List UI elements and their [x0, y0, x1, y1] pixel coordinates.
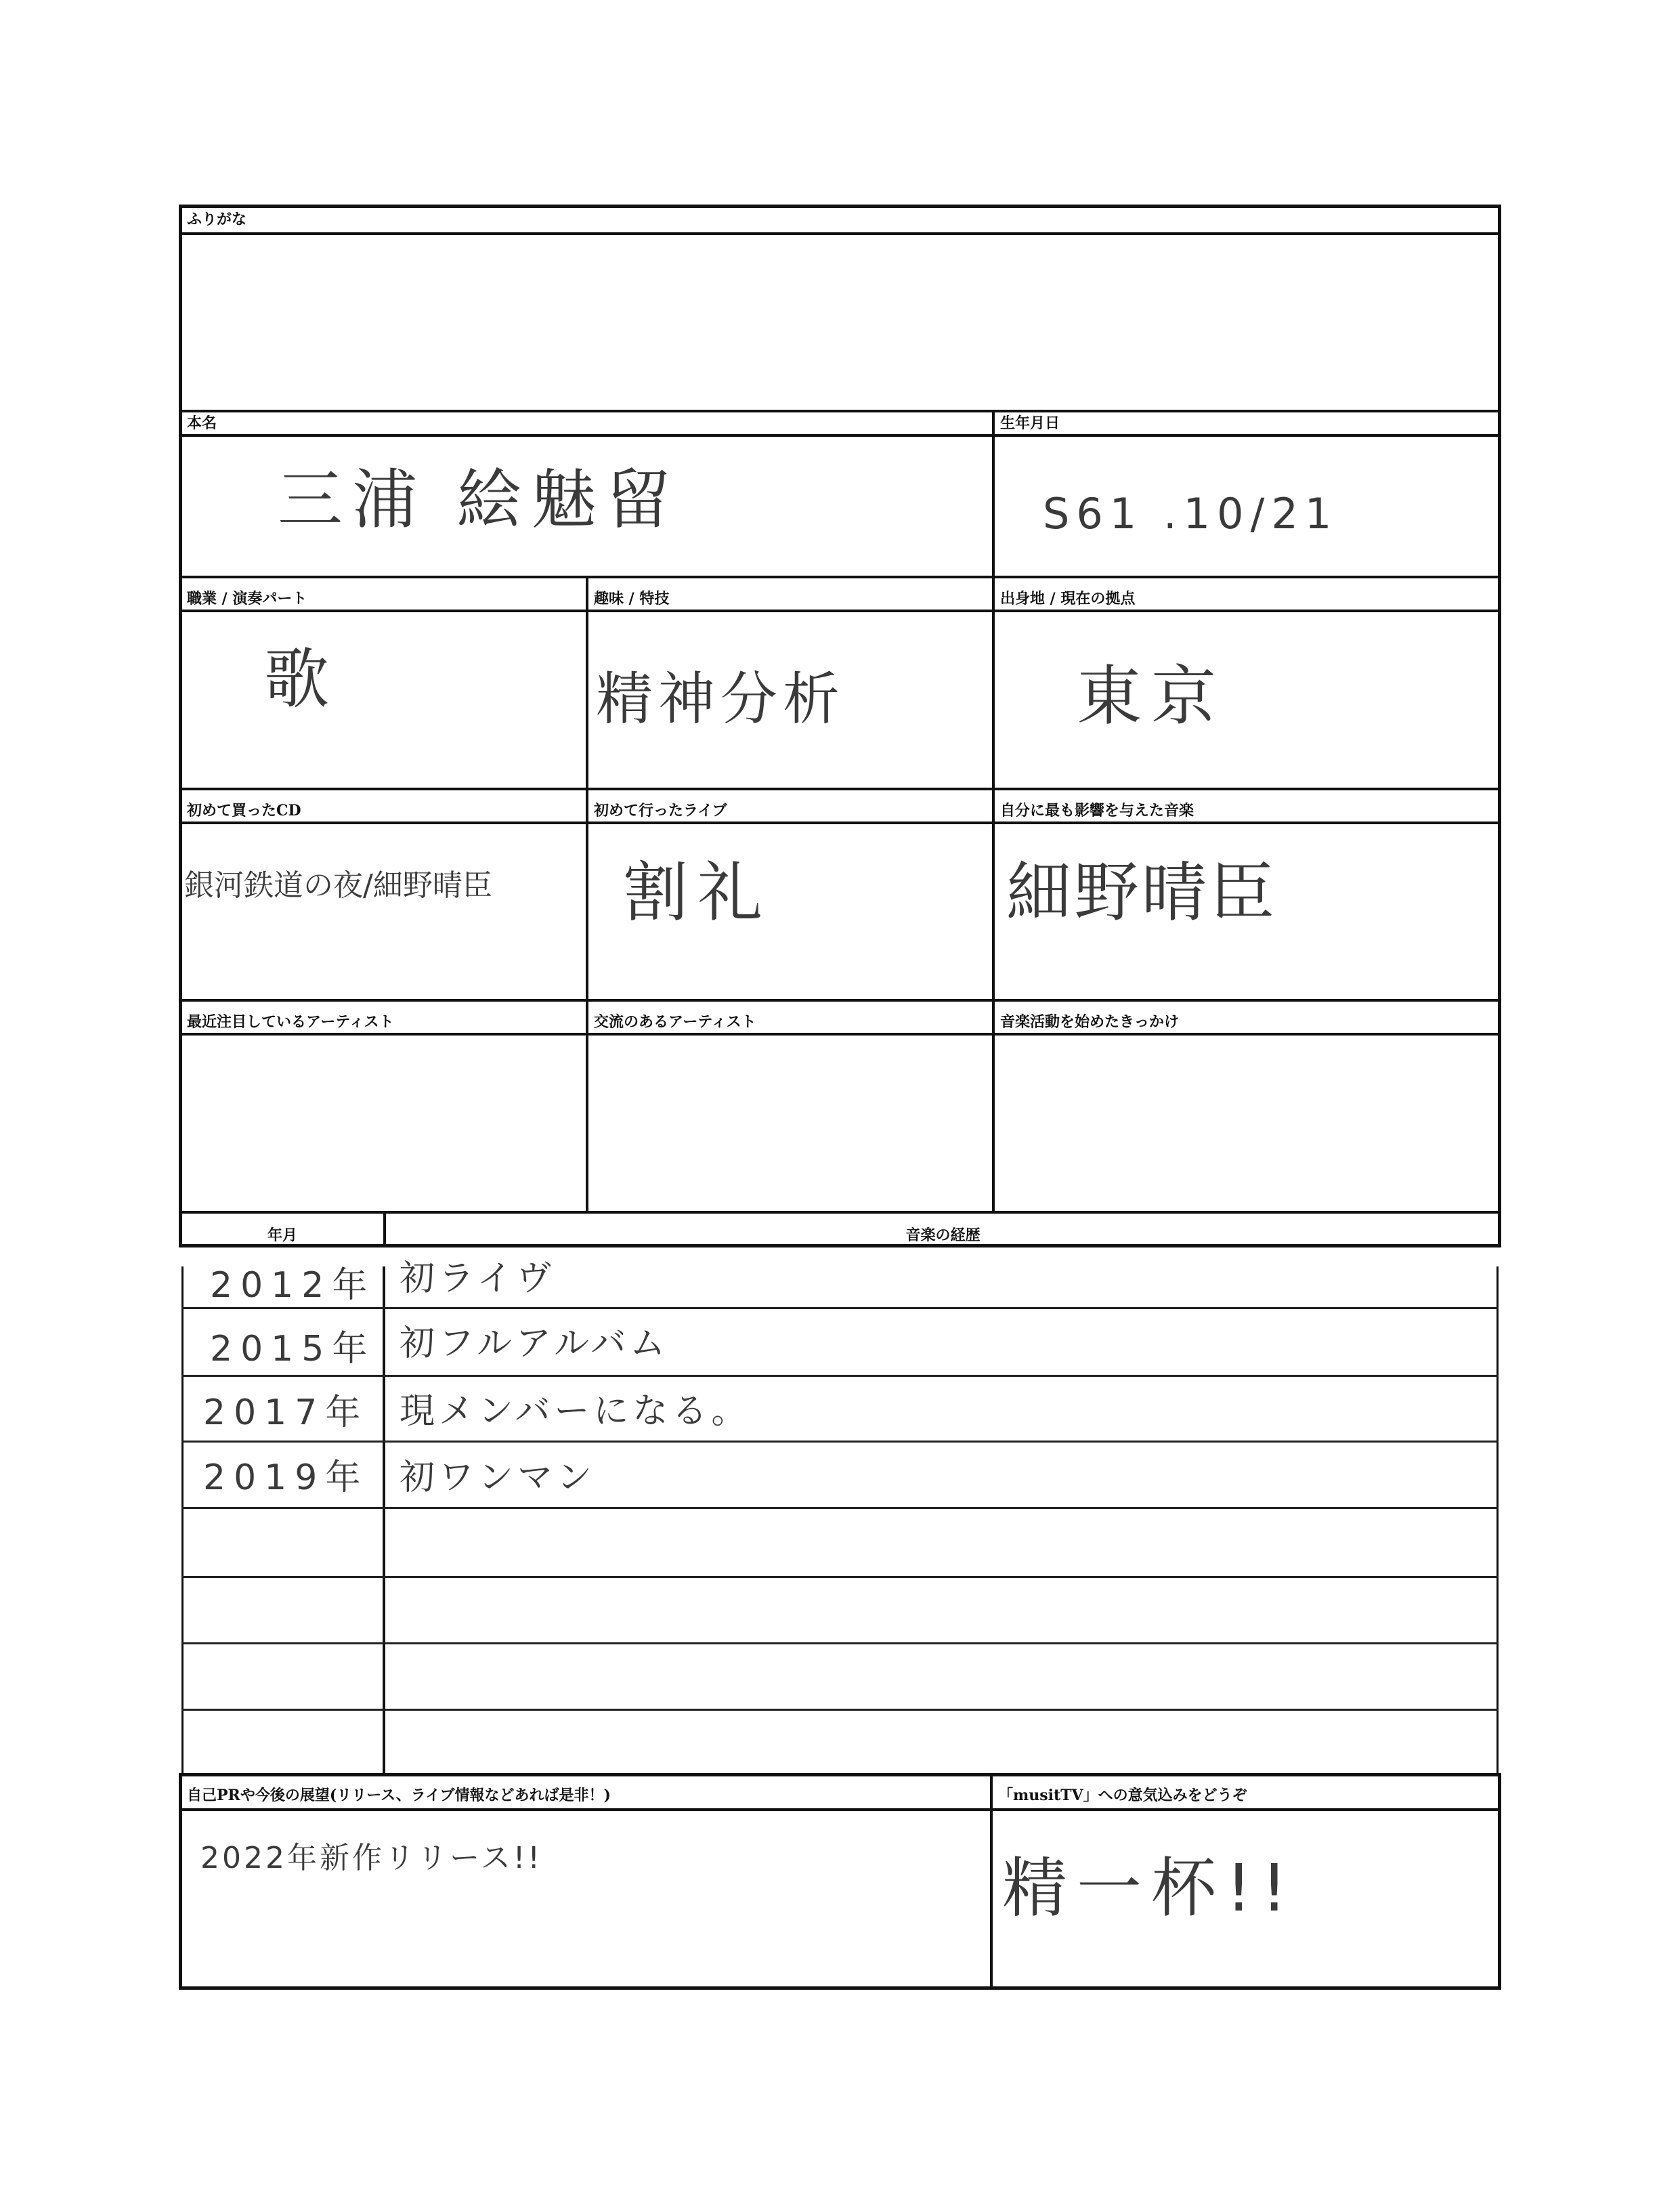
friend-artist-label: 交流のあるアーティスト [594, 1013, 756, 1031]
history-event: 初ワンマン [400, 1457, 597, 1498]
furigana-label: ふりがな [187, 211, 247, 228]
influence-label: 自分に最も影響を与えた音楽 [1000, 802, 1194, 819]
hobby-answer: 精神分析 [596, 666, 846, 732]
occupation-answer: 歌 [264, 641, 339, 717]
influence-answer: 細野晴臣 [1006, 855, 1277, 931]
history-year: 2012年 [210, 1265, 376, 1306]
message-label: 「musitTV」への意気込みをどうぞ [998, 1787, 1247, 1804]
history-event: 現メンバーになる。 [400, 1391, 751, 1432]
history-event: 初ライヴ [400, 1258, 556, 1299]
birthdate-answer: S61 .10/21 [1043, 489, 1339, 538]
year-month-header: 年月 [267, 1227, 297, 1244]
history-year: 2019年 [203, 1457, 369, 1498]
history-event: 初フルアルバム [400, 1323, 670, 1364]
hometown-answer: 東京 [1077, 658, 1226, 734]
hometown-label: 出身地 / 現在の拠点 [1000, 590, 1136, 607]
history-year: 2017年 [203, 1392, 369, 1433]
first-cd-answer: 銀河鉄道の夜/細野晴臣 [184, 868, 492, 903]
first-live-label: 初めて行ったライブ [594, 802, 727, 819]
first-live-answer: 割礼 [623, 855, 772, 931]
self-pr-label: 自己PRや今後の展望(リリース、ライブ情報などあれば是非！) [187, 1787, 611, 1804]
history-header: 音楽の経歴 [905, 1227, 981, 1244]
watching-artist-label: 最近注目しているアーティスト [187, 1013, 394, 1031]
history-year: 2015年 [210, 1329, 376, 1369]
real-name-answer: 三浦 絵魅留 [278, 462, 681, 538]
birthdate-label: 生年月日 [1000, 414, 1060, 432]
bottom-form-frame [179, 1773, 1501, 1990]
hobby-label: 趣味 / 特技 [594, 590, 670, 607]
message-answer: 精一杯!! [1002, 1850, 1297, 1926]
occupation-label: 職業 / 演奏パート [187, 590, 307, 607]
real-name-label: 本名 [187, 414, 217, 432]
first-cd-label: 初めて買ったCD [187, 802, 301, 819]
start-reason-label: 音楽活動を始めたきっかけ [1000, 1013, 1180, 1031]
self-pr-answer: 2022年新作リリース!! [200, 1841, 543, 1875]
